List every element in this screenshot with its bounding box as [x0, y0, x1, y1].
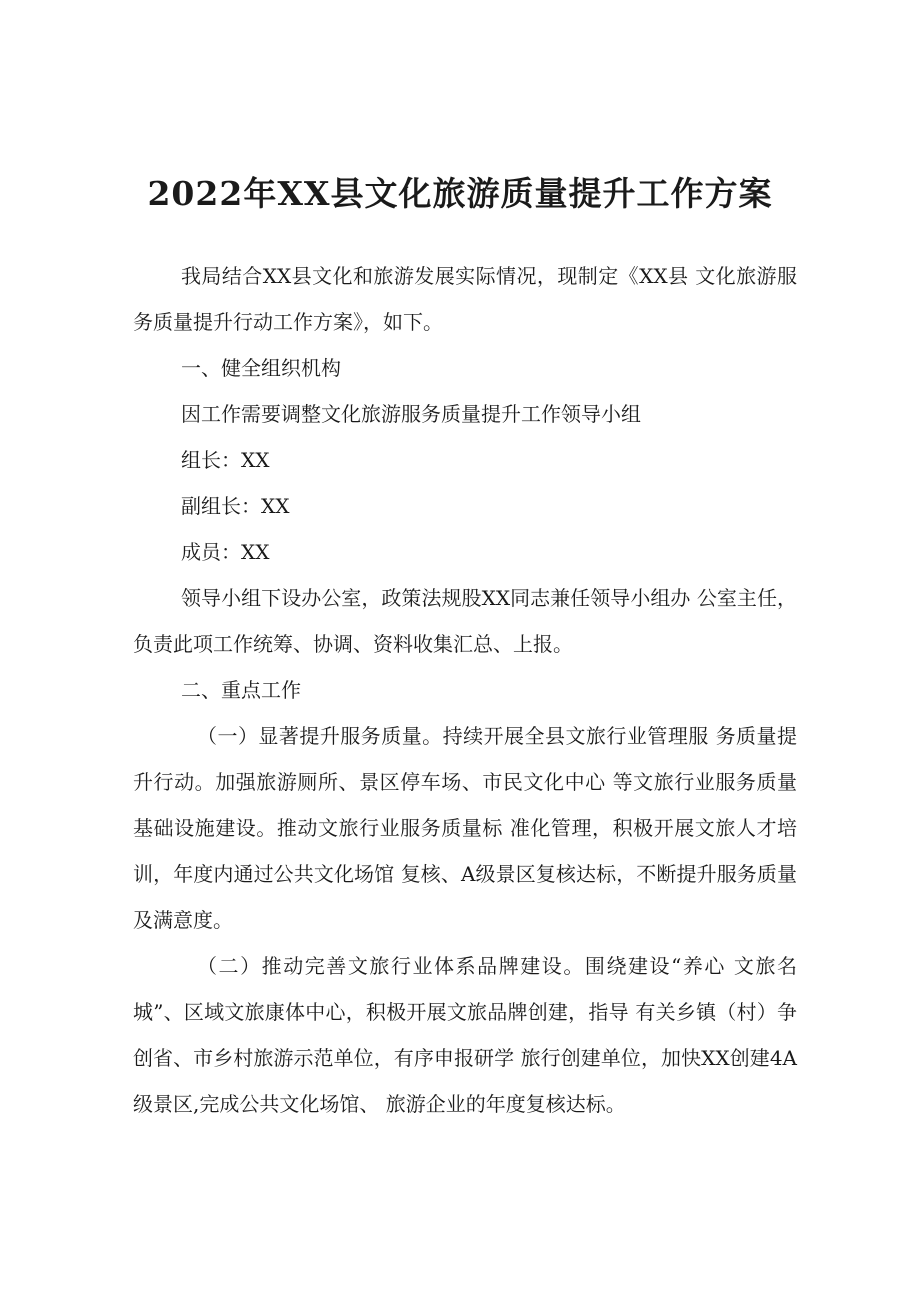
document-title: 2022年XX县文化旅游质量提升工作方案 [147, 174, 773, 213]
office-paragraph: 领导小组下设办公室，政策法规股XX同志兼任领导小组办 公室主任，负责此项工作统筹、协调、资料收集汇总、上报。 [133, 586, 797, 656]
organization-note: 因工作需要调整文化旅游服务质量提升工作领导小组 [181, 402, 641, 426]
section-heading-organization: 一、健全组织机构 [181, 356, 341, 380]
deputy-leader-line: 副组长：XX [181, 494, 290, 518]
group-leader-line: 组长：XX [181, 448, 270, 472]
intro-paragraph: 我局结合XX县文化和旅游发展实际情况，现制定《XX县 文化旅游服务质量提升行动工作方案》，如下。 [133, 264, 797, 334]
key-work-item-1: （一）显著提升服务质量。持续开展全县文旅行业管理服 务质量提升行动。加强旅游厕所、景区停车场、市民文化中心 等文旅行业服务质量基础设施建设。推动文旅行业服务质量标 准化管理，积极开展文旅人才培训，年度内通过公共文化场馆 复核、A级景区复核达标，不断提升服务质量及满意度。 [133, 724, 797, 932]
document-body [133, 253, 797, 1127]
section-heading-key-work: 二、重点工作 [181, 678, 301, 702]
key-work-item-2: （二）推动完善文旅行业体系品牌建设。围绕建设“养心 文旅名城”、区域文旅康体中心，积极开展文旅品牌创建，指导 有关乡镇（村）争创省、市乡村旅游示范单位，有序申报研学 旅行创建单位，加快XX创建4A级景区,完成公共文化场馆、 旅游企业的年度复核达标。 [133, 954, 797, 1116]
members-line: 成员：XX [181, 540, 270, 564]
